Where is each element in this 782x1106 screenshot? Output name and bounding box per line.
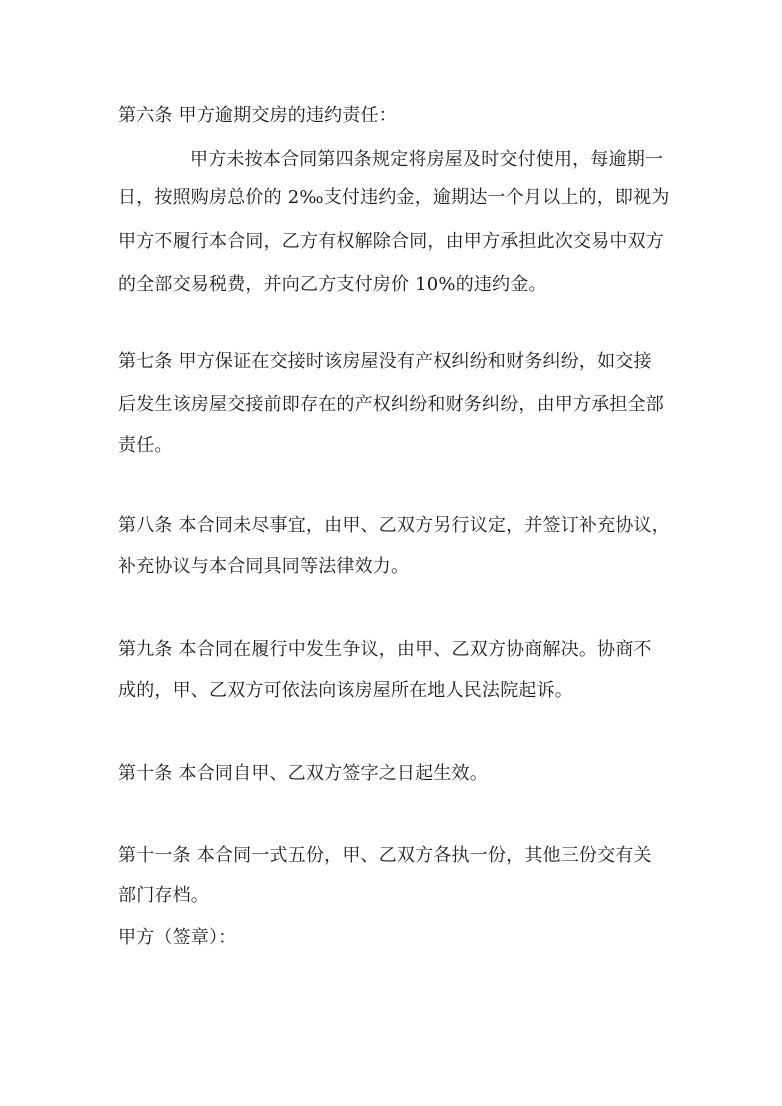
article-6-line-3: 甲方不履行本合同，乙方有权解除合同，由甲方承担此次交易中双方 xyxy=(118,231,664,252)
article-9-line-2: 成的，甲、乙双方可依法向该房屋所在地人民法院起诉。 xyxy=(118,680,573,701)
article-8-line-2: 补充协议与本合同具同等法律效力。 xyxy=(118,556,410,577)
article-11-line-1: 第十一条 本合同一式五份，甲、乙双方各执一份，其他三份交有关 xyxy=(118,845,652,866)
article-7-line-3: 责任。 xyxy=(118,435,173,456)
article-6-line-2: 日，按照购房总价的 2‰支付违约金，逾期达一个月以上的，即视为 xyxy=(118,187,670,208)
article-10-line-1: 第十条 本合同自甲、乙双方签字之日起生效。 xyxy=(118,763,488,784)
article-6-heading: 第六条 甲方逾期交房的违约责任： xyxy=(118,105,397,126)
article-11-line-2: 部门存档。 xyxy=(118,885,209,906)
article-7-line-1: 第七条 甲方保证在交接时该房屋没有产权纠纷和财务纠纷，如交接 xyxy=(118,351,652,372)
article-6-line-4: 的全部交易税费，并向乙方支付房价 10%的违约金。 xyxy=(118,274,547,295)
article-8-line-1: 第八条 本合同未尽事宜，由甲、乙双方另行议定，并签订补充协议， xyxy=(118,515,670,536)
article-9-line-1: 第九条 本合同在履行中发生争议，由甲、乙双方协商解决。协商不 xyxy=(118,639,652,660)
article-7-line-2: 后发生该房屋交接前即存在的产权纠纷和财务纠纷，由甲方承担全部 xyxy=(118,394,664,415)
party-a-signature-label: 甲方（签章）： xyxy=(118,927,237,948)
article-6-line-1: 甲方未按本合同第四条规定将房屋及时交付使用，每逾期一 xyxy=(190,149,664,170)
